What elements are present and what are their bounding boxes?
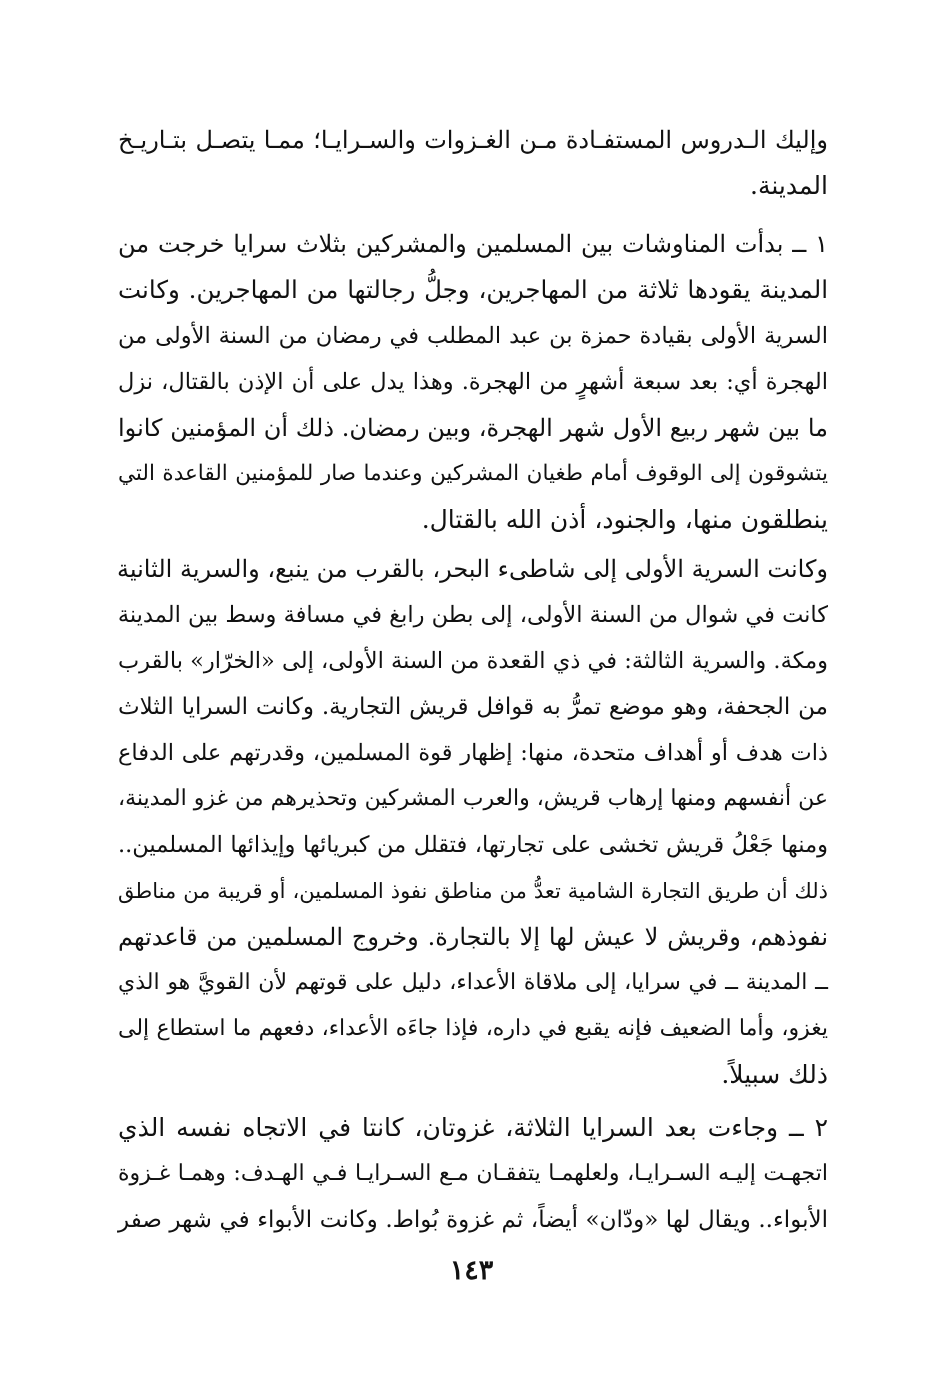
text-line: عن أنفسهم ومنها إرهاب قريش، والعرب المشركين وتحذيرهم من غزو المدينة، bbox=[118, 786, 828, 811]
text-line: اتجهـت إليـه السـرايـا، ولعلهمـا يتفقـان مـع السـرايـا فـي الهـدف: وهمـا غـزوة bbox=[118, 1161, 828, 1186]
text-line: ومكة. والسرية الثالثة: في ذي القعدة من السنة الأولى، إلى «الخرّار» بالقرب bbox=[118, 648, 828, 674]
text-line: المدينة. bbox=[750, 171, 828, 200]
text-line: السرية الأولى بقيادة حمزة بن عبد المطلب في رمضان من السنة الأولى من bbox=[118, 323, 828, 349]
text-line: الأبواء.. ويقال لها «ودّان» أيضاً، ثم غزوة بُواط. وكانت الأبواء في شهر صفر bbox=[118, 1207, 828, 1233]
paragraph-point-2 bbox=[118, 1105, 828, 1243]
text-line: نفوذهم، وقريش لا عيش لها إلا بالتجارة. وخروج المسلمين من قاعدتهم bbox=[118, 923, 828, 951]
text-line: ذات هدف أو أهداف متحدة، منها: إظهار قوة المسلمين، وقدرتهم على الدفاع bbox=[118, 740, 828, 766]
text-line: ومنها جَعْلُ قريش تخشى على تجارتها، فتقلل من كبريائها وإيذائها المسلمين.. bbox=[118, 832, 828, 858]
page-number: ١٤٣ bbox=[449, 1255, 494, 1286]
text-line: ذلك سبيلاً. bbox=[721, 1060, 828, 1089]
text-line: من الجحفة، وهو موضع تمرُّ به قوافل قريش التجارية. وكانت السرايا الثلاث bbox=[118, 694, 828, 720]
text-line: ذلك أن طريق التجارة الشامية تعدُّ من مناطق نفوذ المسلمين، أو قريبة من مناطق bbox=[118, 879, 828, 903]
text-line: يتشوقون إلى الوقوف أمام طغيان المشركين وعندما صار للمؤمنين القاعدة التي bbox=[118, 461, 828, 486]
paragraph-sarayas bbox=[118, 546, 828, 1098]
text-line: المدينة يقودها ثلاثة من المهاجرين، وجلُّ رجالتها من المهاجرين. وكانت bbox=[118, 275, 828, 304]
paragraph-point-1 bbox=[118, 221, 828, 543]
text-line: وكانت السرية الأولى إلى شاطىء البحر، بالقرب من ينبع، والسرية الثانية bbox=[117, 555, 828, 583]
text-line: الهجرة أي: بعد سبعة أشهرٍ من الهجرة. وهذا يدل على أن الإذن بالقتال، نزل bbox=[118, 369, 828, 395]
text-line: ــ المدينة ــ في سرايا، إلى ملاقاة الأعداء، دليل على قوتهم لأن القويَّ هو الذي bbox=[118, 970, 828, 995]
text-line: يغزو، وأما الضعيف فإنه يقبع في داره، فإذا جاءَه الأعداء، دفعهم ما استطاع إلى bbox=[118, 1016, 828, 1041]
text-line: ١ ــ بدأت المناوشات بين المسلمين والمشركين بثلاث سرايا خرجت من bbox=[118, 230, 828, 258]
text-line: وإليك الـدروس المستفـادة مـن الغـزوات والسـرايـا؛ ممـا يتصـل بتـاريـخ bbox=[118, 126, 828, 154]
text-line: ينطلقون منها، والجنود، أذن الله بالقتال. bbox=[421, 505, 828, 534]
text-line: ما بين شهر ربيع الأول شهر الهجرة، وبين رمضان. ذلك أن المؤمنين كانوا bbox=[118, 414, 828, 442]
text-line: ٢ ــ وجاءت بعد السرايا الثلاثة، غزوتان، كانتا في الاتجاه نفسه الذي bbox=[118, 1113, 828, 1142]
text-line: كانت في شوال من السنة الأولى، إلى بطن رابغ في مسافة وسط بين المدينة bbox=[117, 602, 828, 628]
paragraph-intro bbox=[118, 117, 828, 209]
